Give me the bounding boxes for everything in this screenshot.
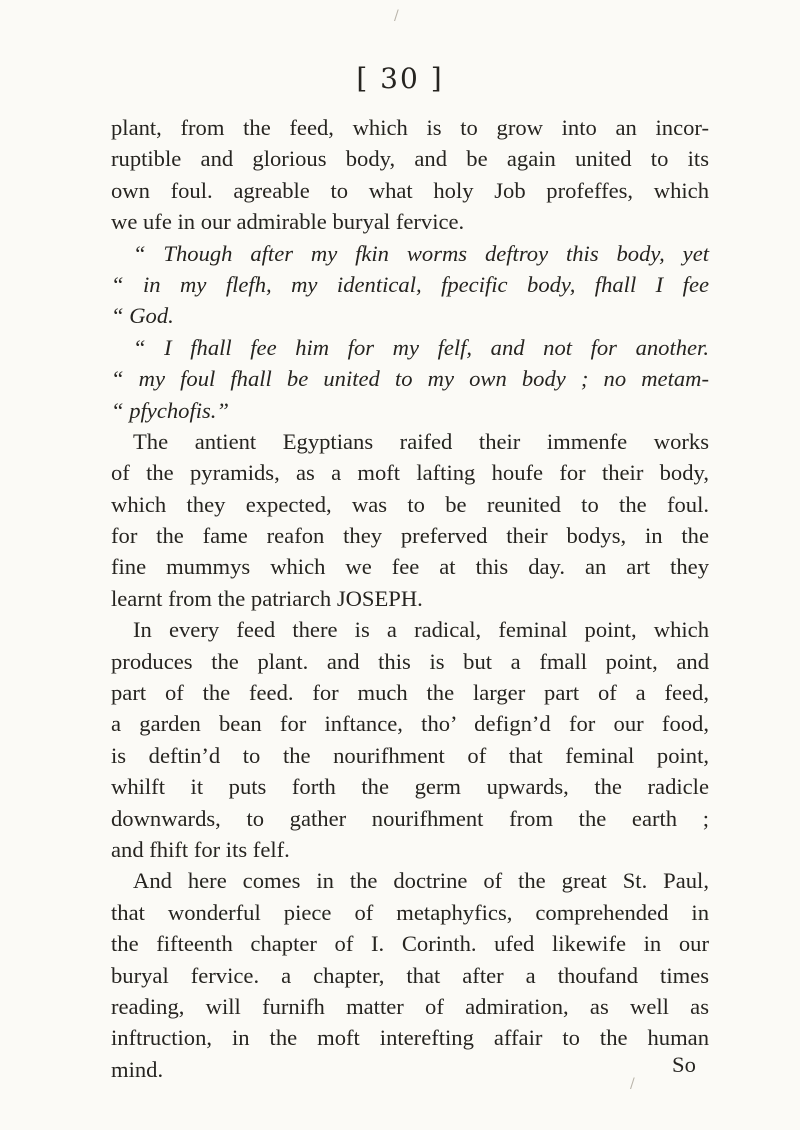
quote-line: “ in my flefh, my identical, fpecific body, fhall I fee [111, 271, 709, 297]
text-line: own foul. agreable to what holy Job profeffes, which [111, 177, 709, 203]
text-line: for the fame reafon they preferved their bodys, in the [111, 523, 709, 549]
text-line: mind. [111, 1056, 164, 1082]
quote-line: “ pfychofis.” [111, 397, 229, 423]
quote-line: “ my foul fhall be united to my own body ; no metam- [111, 366, 709, 392]
body-text [111, 112, 709, 1085]
text-line: which they expected, was to be reunited to the foul. [111, 491, 709, 517]
quote-line: “ I fhall fee him for my felf, and not for another. [133, 334, 709, 360]
text-line: ruptible and glorious body, and be again united to its [111, 146, 709, 172]
text-line: that wonderful piece of metaphyfics, comprehended in [111, 899, 709, 925]
page-number: [ 30 ] [356, 62, 444, 95]
text-line: fine mummys which we fee at this day. an art they [111, 554, 709, 580]
text-line: of the pyramids, as a moft lafting houfe for their body, [111, 460, 709, 486]
text-line: is deftin’d to the nourifhment of that feminal point, [111, 742, 709, 768]
text-line: In every feed there is a radical, feminal point, which [133, 617, 709, 643]
text-line: part of the feed. for much the larger part of a feed, [111, 680, 709, 706]
text-line: we ufe in our admirable buryal fervice. [111, 209, 465, 235]
text-line: downwards, to gather nourifhment from the earth ; [111, 805, 709, 831]
paper-speck: / [394, 8, 399, 24]
text-line: produces the plant. and this is but a fmall point, and [111, 648, 709, 674]
text-line: and fhift for its felf. [111, 836, 290, 862]
quote-line: “ God. [111, 303, 174, 329]
text-line: reading, will furnifh matter of admiration, as well as [111, 993, 709, 1019]
text-line: And here comes in the doctrine of the great St. Paul, [133, 868, 709, 894]
text-line: plant, from the feed, which is to grow into an incor- [111, 115, 709, 140]
quote-line: “ Though after my fkin worms deftroy this body, yet [133, 240, 709, 266]
paper-speck: / [630, 1076, 635, 1092]
text-line: whilft it puts forth the germ upwards, the radicle [111, 774, 709, 800]
text-line: the fifteenth chapter of I. Corinth. ufed likewife in our [111, 931, 709, 957]
text-line: inftruction, in the moft interefting affair to the human [111, 1025, 709, 1051]
text-line: a garden bean for inftance, tho’ defign’d for our food, [111, 711, 709, 737]
catchword: So [672, 1052, 696, 1077]
text-line: The antient Egyptians raifed their immenfe works [133, 428, 709, 454]
text-line: learnt from the patriarch JOSEPH. [111, 585, 423, 611]
text-line: buryal fervice. a chapter, that after a thoufand times [111, 962, 709, 988]
